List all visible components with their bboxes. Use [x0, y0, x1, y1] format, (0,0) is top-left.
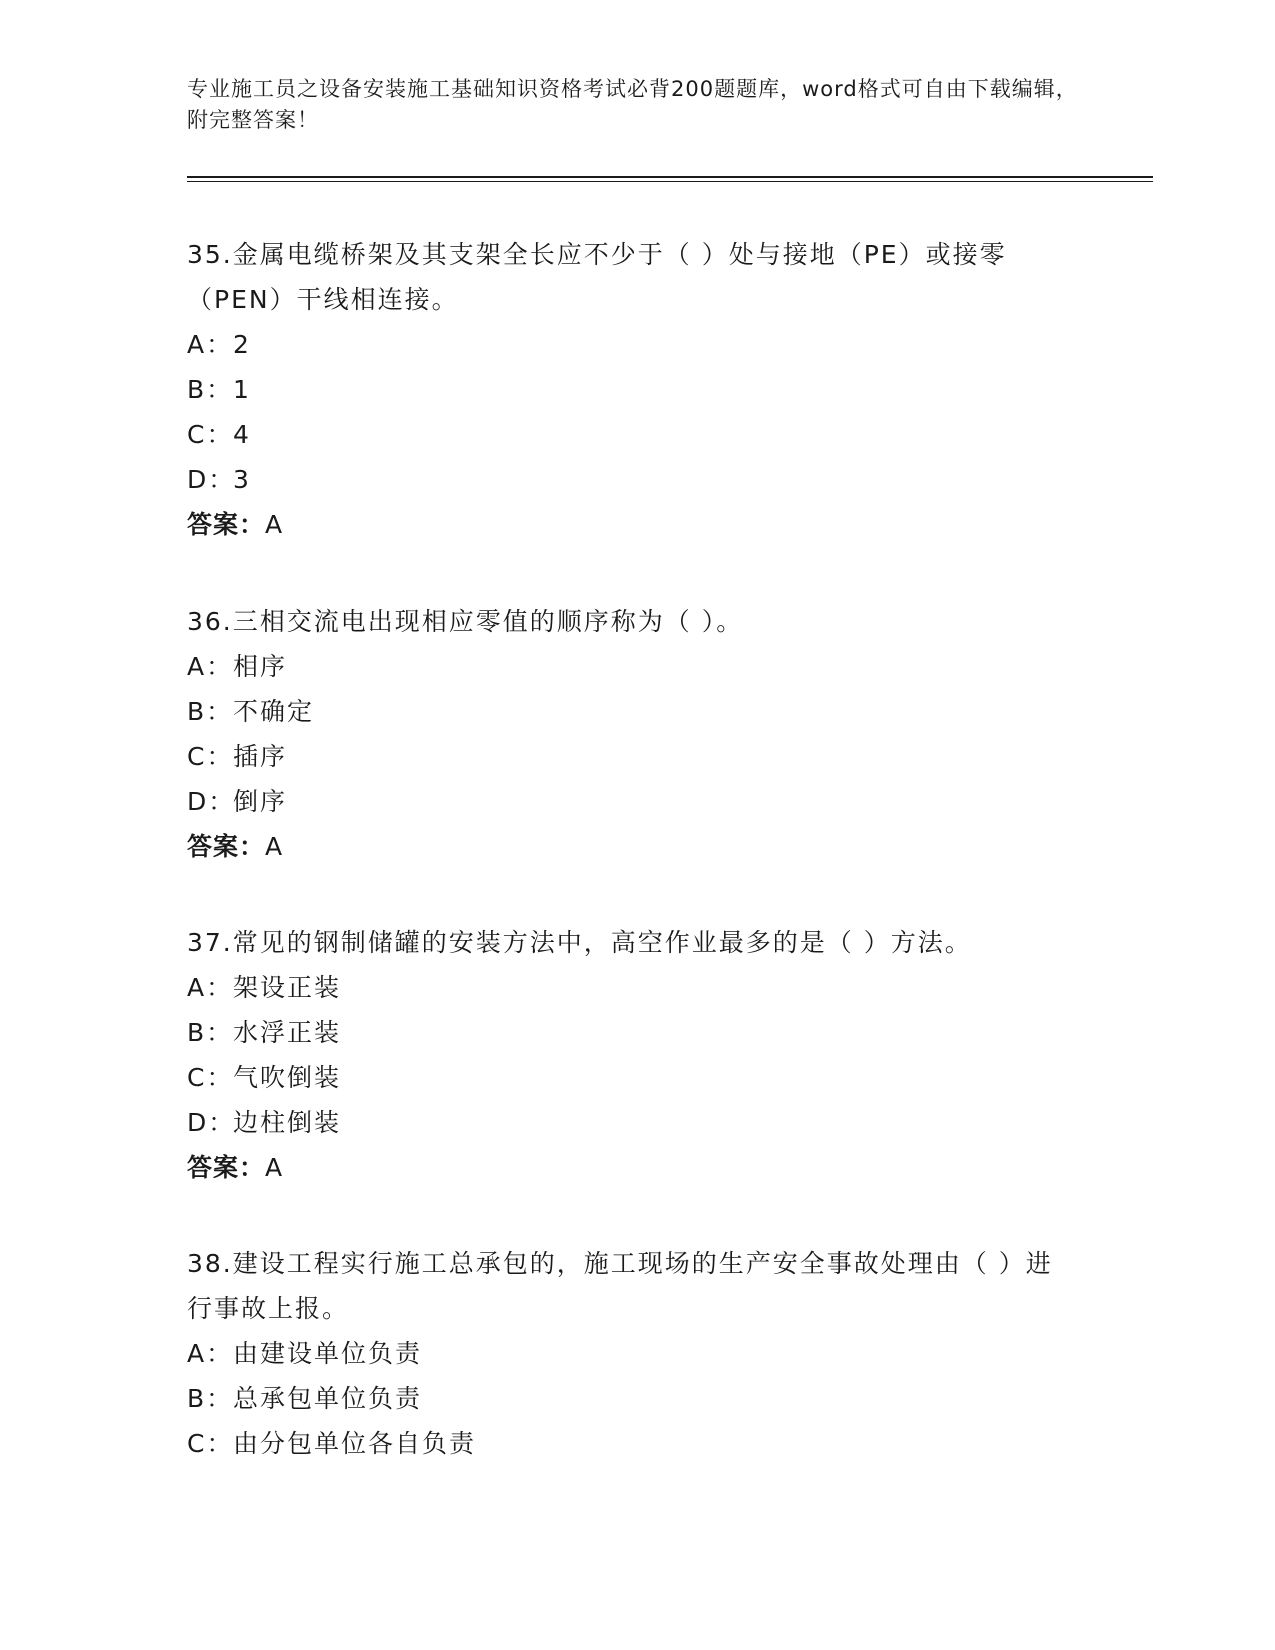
option-b — [187, 689, 1067, 734]
question-stem: 38.建设工程实行施工总承包的，施工现场的生产安全事故处理由（ ）进行事故上报。 — [187, 1249, 1053, 1323]
option-c — [187, 1421, 1067, 1466]
option-text: 由分包单位各自负责 — [233, 1429, 477, 1458]
question-stem: 35.金属电缆桥架及其支架全长应不少于（ ）处与接地（PE）或接零（PEN）干线相连接。 — [187, 240, 1007, 314]
option-letter: C： — [187, 742, 234, 771]
option-a — [187, 965, 1067, 1010]
option-letter: C： — [187, 1063, 234, 1092]
question-stem: 37.常见的钢制储罐的安装方法中，高空作业最多的是（ ）方法。 — [187, 928, 972, 957]
question-36 — [187, 599, 1067, 869]
option-letter: B： — [187, 1384, 234, 1413]
option-b — [187, 1376, 1067, 1421]
option-letter: B： — [187, 697, 234, 726]
answer-line — [187, 502, 1067, 547]
question-38 — [187, 1241, 1067, 1466]
header-divider-thin — [187, 181, 1153, 182]
option-letter: D： — [187, 1108, 236, 1137]
header-divider-thick — [187, 176, 1153, 178]
document-header: 专业施工员之设备安装施工基础知识资格考试必背200题题库，word格式可自由下载编辑，附完整答案！ — [187, 77, 1078, 132]
option-text: 水浮正装 — [233, 1018, 342, 1047]
option-text: 边柱倒装 — [233, 1108, 342, 1137]
option-c — [187, 734, 1067, 779]
option-a — [187, 644, 1067, 689]
option-a — [187, 322, 1067, 367]
option-letter: C： — [187, 420, 234, 449]
option-text: 由建设单位负责 — [233, 1339, 423, 1368]
answer-value: A — [265, 832, 284, 861]
option-letter: B： — [187, 1018, 234, 1047]
option-text: 1 — [233, 375, 251, 404]
question-35 — [187, 232, 1067, 547]
option-letter: A： — [187, 330, 234, 359]
option-text: 不确定 — [233, 697, 315, 726]
option-letter: D： — [187, 465, 236, 494]
option-text: 插序 — [233, 742, 288, 771]
option-b — [187, 1010, 1067, 1055]
option-d — [187, 779, 1067, 824]
option-text: 倒序 — [233, 787, 288, 816]
option-text: 架设正装 — [233, 973, 342, 1002]
option-c — [187, 1055, 1067, 1100]
option-text: 总承包单位负责 — [233, 1384, 423, 1413]
option-b — [187, 367, 1067, 412]
answer-line — [187, 824, 1067, 869]
option-a — [187, 1331, 1067, 1376]
option-text: 4 — [233, 420, 251, 449]
answer-label: 答案： — [187, 1153, 266, 1182]
option-letter: A： — [187, 652, 234, 681]
option-letter: A： — [187, 973, 234, 1002]
option-letter: B： — [187, 375, 234, 404]
answer-label: 答案： — [187, 832, 266, 861]
answer-line — [187, 1145, 1067, 1190]
option-letter: A： — [187, 1339, 234, 1368]
option-text: 2 — [233, 330, 251, 359]
option-letter: C： — [187, 1429, 234, 1458]
question-stem: 36.三相交流电出现相应零值的顺序称为（ ）。 — [187, 607, 744, 636]
answer-value: A — [265, 510, 284, 539]
option-d — [187, 457, 1067, 502]
answer-value: A — [265, 1153, 284, 1182]
option-text: 3 — [233, 465, 251, 494]
option-letter: D： — [187, 787, 236, 816]
option-d — [187, 1100, 1067, 1145]
question-37 — [187, 920, 1067, 1190]
answer-label: 答案： — [187, 510, 266, 539]
option-c — [187, 412, 1067, 457]
option-text: 相序 — [233, 652, 288, 681]
option-text: 气吹倒装 — [233, 1063, 342, 1092]
